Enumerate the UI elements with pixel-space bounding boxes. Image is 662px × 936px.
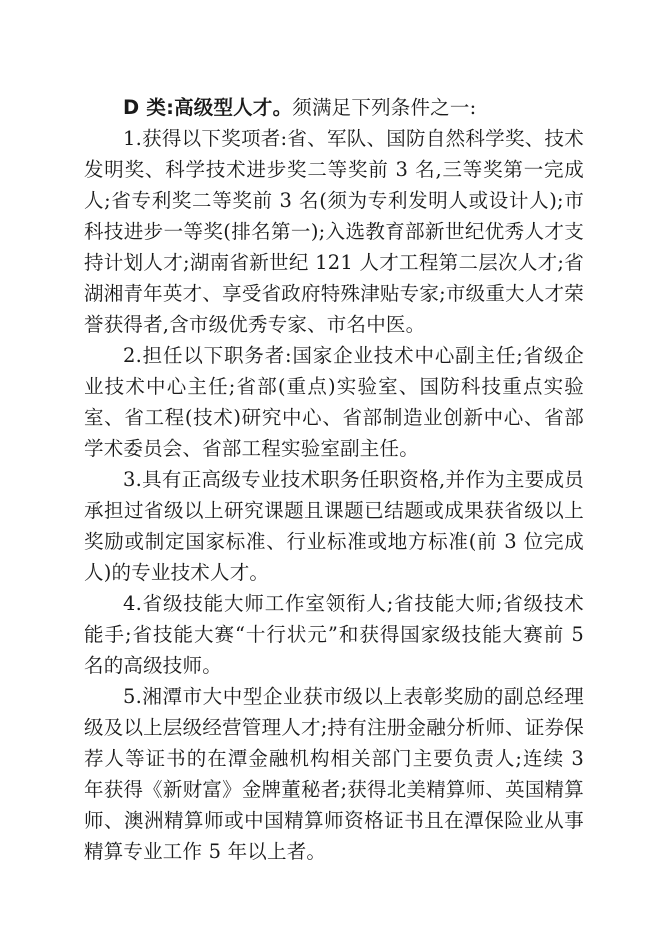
- list-item-5: 5.湘潭市大中型企业获市级以上表彰奖励的副总经理级及以上层级经营管理人才;持有注册金融分析师、证券保荐人等证书的在潭金融机构相关部门主要负责人;连续 3 年获得《新财富》金牌董秘者;获得北美精算师、英国精算师、澳洲精算师或中国精算师资格证书且在潭保险业从事精算专业工作 5 年以上者。: [84, 685, 584, 863]
- list-item-1: 1.获得以下奖项者:省、军队、国防自然科学奖、技术发明奖、科学技术进步奖二等奖前 3 名,三等奖第一完成人;省专利奖二等奖前 3 名(须为专利发明人或设计人);市科技进步一等奖(排名第一);入选教育部新世纪优秀人才支持计划人才;湖南省新世纪 121 人才工程第二层次人才;省湖湘青年英才、享受省政府特殊津贴专家;市级重大人才荣誉获得者,含市级优秀专家、市名中医。: [84, 127, 584, 336]
- list-item-2: 2.担任以下职务者:国家企业技术中心副主任;省级企业技术中心主任;省部(重点)实验室、国防科技重点实验室、省工程(技术)研究中心、省部制造业创新中心、省部学术委员会、省部工程实验室副主任。: [84, 344, 584, 460]
- list-item-3: 3.具有正高级专业技术职务任职资格,并作为主要成员承担过省级以上研究课题且课题已结题或成果获省级以上奖励或制定国家标准、行业标准或地方标准(前 3 位完成人)的专业技术人才。: [84, 468, 584, 584]
- section-heading-rest: 须满足下列条件之一:: [292, 96, 477, 119]
- list-item-4: 4.省级技能大师工作室领衔人;省技能大师;省级技术能手;省技能大赛“十行状元”和获得国家级技能大赛前 5 名的高级技师。: [84, 592, 584, 677]
- document-body: [84, 92, 584, 867]
- section-heading-bold: D 类:高级型人才。: [123, 96, 293, 119]
- section-heading: [84, 92, 584, 123]
